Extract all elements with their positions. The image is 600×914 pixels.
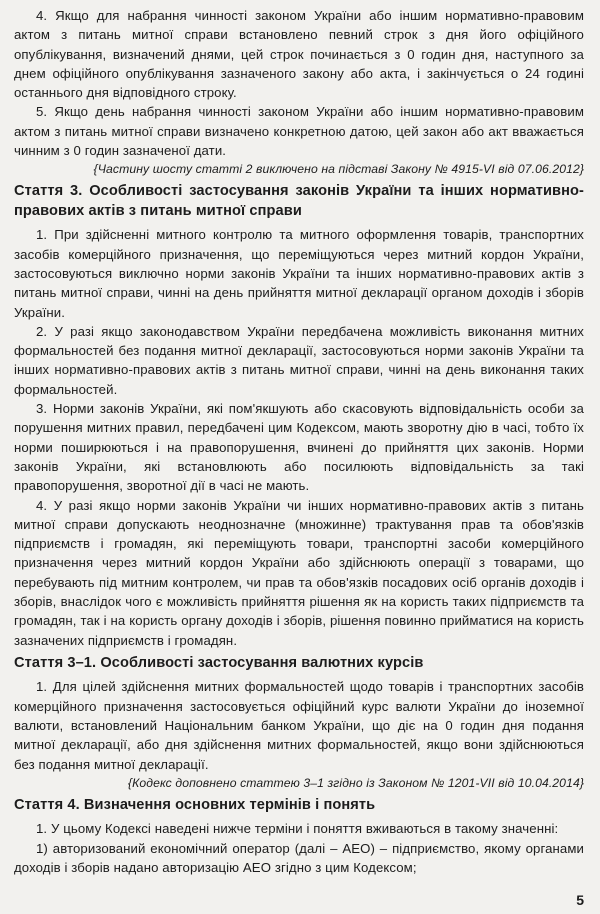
editorial-note-art3-1: {Кодекс доповнено статтею 3–1 згідно із Законом № 1201-VII від 10.04.2014} xyxy=(127,775,584,790)
editorial-note-art2: {Частину шосту статті 2 виключено на підставі Закону № 4915-VI від 07.06.2012} xyxy=(93,162,584,177)
paragraph-art4-1: 1. У цьому Кодексі наведені нижче терміни і поняття вживаються в такому значенні: xyxy=(36,821,559,837)
paragraph-art2-4: 4. Якщо для набрання чинності законом України або іншим нормативно-правовим актом з питань митної справи встановлено певний строк з дня його офіційного опублікування, визначений днями, цей строк починається з 0 годин дня, наступного за днем офіційного опублікування зазначеного закону або акта, і закінчується о 24 годині останнього дня відповідного строку. xyxy=(14,8,584,101)
paragraph-art3-4: 4. У разі якщо норми законів України чи інших нормативно-правових актів з питань митної справи допускають неоднозначне (множинне) трактування прав та обов'язків підприємств і громадян, які переміщують товари, транспортні засоби комерційного призначення через митний кордон України або здійснюють операції з товарами, що перебувають під митним контролем, чи прав та обов'язків посадових осіб органів доходів і зборів, внаслідок чого є можливість прийняття рішення як на користь таких підприємств та громадян, так і на користь органу доходів і зборів, рішення повинно прийматися на користь зазначених підприємств і громадян. xyxy=(14,497,584,648)
paragraph-art4-1-1: 1) авторизований економічний оператор (далі – АЕО) – підприємство, якому органами доходів і зборів надано авторизацію АЕО згідно з цим Кодексом; xyxy=(14,840,584,875)
article-3-heading: Стаття 3. Особливості застосування законів України та інших нормативно-правових актів з питань митної справи xyxy=(14,183,584,219)
paragraph-art3-1: 1. При здійсненні митного контролю та митного оформлення товарів, транспортних засобів комерційного призначення, що переміщуються через митний кордон України, застосовуються виключно норми законів України та інших нормативно-правових актів з питань митної справи, чинні на день прийняття митної декларації органом доходів і зборів України. xyxy=(14,227,584,320)
page-number: 5 xyxy=(576,892,584,908)
paragraph-art2-5: 5. Якщо день набрання чинності законом України або іншим нормативно-правовим актом з питань митної справи визначено конкретною датою, цей закон або акт вважається чинним з 0 годин зазначеної дати. xyxy=(14,104,584,159)
article-3-1-heading: Стаття 3–1. Особливості застосування валютних курсів xyxy=(14,654,424,671)
paragraph-art3-2: 2. У разі якщо законодавством України передбачена можливість виконання митних формальностей без подання митної декларації, застосовуються норми законів України та інших нормативно-правових актів з питань митної справи, чинні на день виконання таких формальностей. xyxy=(14,323,584,397)
paragraph-art3-3: 3. Норми законів України, які пом'якшують або скасовують відповідальність особи за порушення митних правил, передбачені цим Кодексом, мають зворотну дію в часі, тобто їх норми поширюються і на правопорушення, вчинені до прийняття цих законів. Норми законів України, які встановлюють або посилюють відповідальність за такі правопорушення, зворотної дії в часі не мають. xyxy=(14,401,584,494)
paragraph-art3-1-1: 1. Для цілей здійснення митних формальностей щодо товарів і транспортних засобів комерційного призначення застосовується офіційний курс валюти України до іноземної валюти, встановлений Національним банком України, що діє на 0 годин дня подання митної декларації, або дня здійснення митних формальностей, якщо вони здійснюються без подання митної декларації. xyxy=(14,679,584,772)
article-4-heading: Стаття 4. Визначення основних термінів і понять xyxy=(14,796,376,813)
